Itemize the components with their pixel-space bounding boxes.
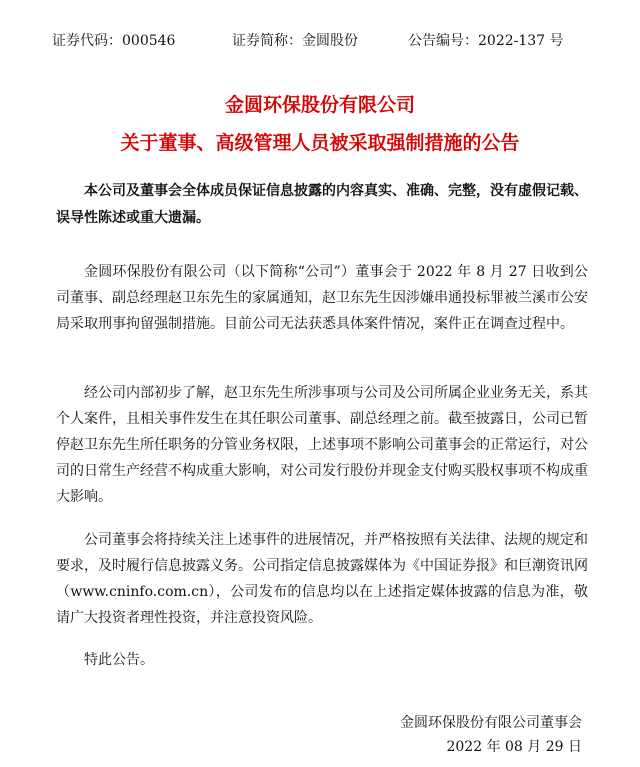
body-paragraph-1: 金圆环保股份有限公司（以下简称“公司”）董事会于 2022 年 8 月 27 日收到公司董事、副总经理赵卫东先生的家属通知，赵卫东先生因涉嫌串通投标罪被兰溪市公安局采取刑事拘留强制措施。目前公司无法获悉具体案件情况，案件正在调查过程中。 xyxy=(56,264,588,332)
announcement-number: 公告编号：2022-137 号 xyxy=(408,33,564,49)
body-paragraph-3: 公司董事会将持续关注上述事件的进展情况，并严格按照有关法律、法规的规定和要求，及时履行信息披露义务。公司指定信息披露媒体为《中国证券报》和巨潮资讯网（www.cninfo.com.cn），公司发布的信息均以在上述指定媒体披露的信息为准，敬请广大投资者理性投资，并注意投资风险。 xyxy=(56,532,588,626)
body-paragraph-2: 经公司内部初步了解，赵卫东先生所涉事项与公司及公司所属企业业务无关，系其个人案件，且相关事件发生在其任职公司董事、副总经理之前。截至披露日，公司已暂停赵卫东先生所任职务的分管业务权限，上述事项不影响公司董事会的正常运行，对公司的日常生产经营不构成重大影响，对公司发行股份并现金支付购买股权事项不构成重大影响。 xyxy=(56,385,588,505)
announcement-date: 2022 年 08 月 29 日 xyxy=(446,739,582,755)
company-title: 金圆环保股份有限公司 xyxy=(224,94,415,116)
announcement-title: 关于董事、高级管理人员被采取强制措施的公告 xyxy=(120,132,520,154)
stock-abbreviation: 证券简称：金圆股份 xyxy=(232,33,358,49)
disclosure-statement: 本公司及董事会全体成员保证信息披露的内容真实、准确、完整，没有虚假记载、误导性陈述或重大遗漏。 xyxy=(56,183,588,226)
document-header xyxy=(52,30,600,52)
stock-code: 证券代码：000546 xyxy=(52,33,176,49)
closing-line: 特此公告。 xyxy=(84,652,154,668)
issuer-signature: 金圆环保股份有限公司董事会 xyxy=(400,715,582,731)
